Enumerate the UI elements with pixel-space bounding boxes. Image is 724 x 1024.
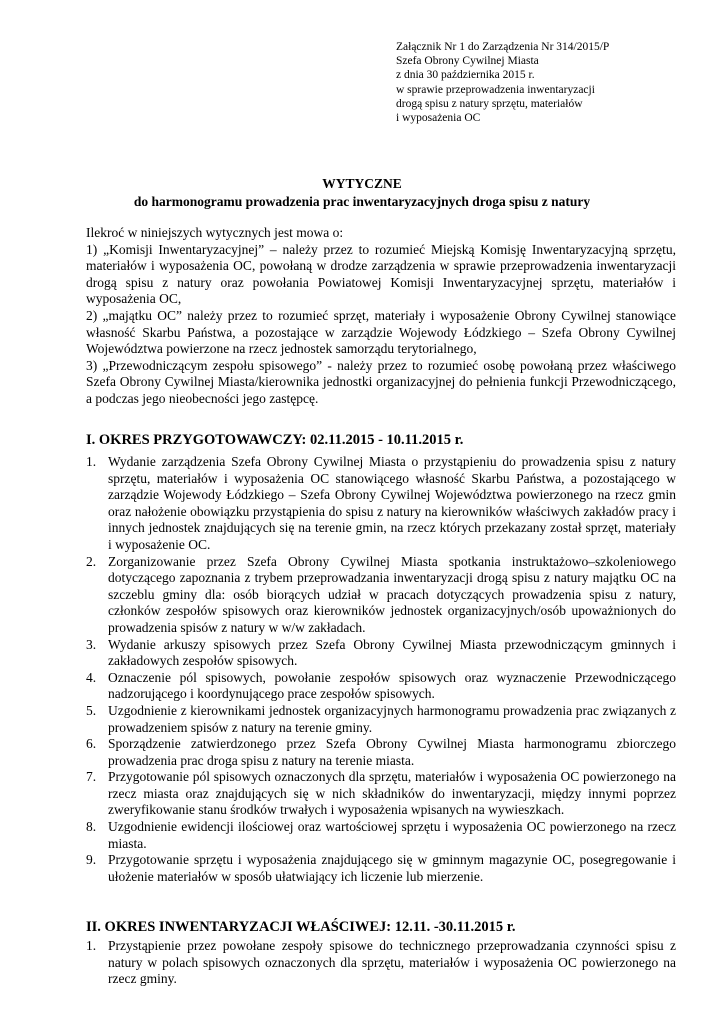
item-number: 6. xyxy=(86,736,97,752)
section-heading-preparatory: I. OKRES PRZYGOTOWAWCZY: 02.11.2015 - 10.11.2015 r. xyxy=(86,432,464,448)
attachment-line: i wyposażenia OC xyxy=(396,112,481,125)
attachment-line: z dnia 30 października 2015 r. xyxy=(396,69,535,82)
list-item xyxy=(86,769,676,819)
definition-paragraph: 3) „Przewodniczącym zespołu spisowego” - należy przez to rozumieć osobę powołaną przez właściwego Szefa Obrony Cywilnej Miasta/kierownika jednostki organizacyjnej do pełnienia funkcji Przewodniczącego, a podczas jego nieobecności jego zastępcę. xyxy=(86,357,676,406)
item-text: Przygotowanie sprzętu i wyposażenia znajdującego się w gminnym magazynie OC, posegregowanie i ułożenie materiałów w sposób ułatwiający ich liczenie lub mierzenie. xyxy=(108,852,676,884)
attachment-line: Szefa Obrony Cywilnej Miasta xyxy=(396,55,539,68)
item-text: Wydanie zarządzenia Szefa Obrony Cywilnej Miasta o przystąpieniu do prowadzenia spisu z natury sprzętu, materiałów i wyposażenia OC stanowiącego własność Skarbu Państwa, a pozostającego w zarządzie Wojewody Łódzkiego – Szefa Obrony Cywilnej Województwa powierzonego na rzecz gmin oraz nałożenie obowiązku przystąpienia do spisu z natury na kierowników właściwych zakładów pracy i innych jednostek znajdujących się na terenie gmin, na rzecz których przekazany został sprzęt, materiały i wyposażenie OC. xyxy=(108,454,676,552)
document-subtitle: do harmonogramu prowadzenia prac inwentaryzacyjnych droga spisu z natury xyxy=(133,194,591,209)
item-text: Wydanie arkuszy spisowych przez Szefa Obrony Cywilnej Miasta przewodniczącym gminnych i zakładowych zespołów spisowych. xyxy=(108,636,676,669)
item-text: Uzgodnienie z kierownikami jednostek organizacyjnych harmonogramu prowadzenia prac związanych z prowadzeniem spisów z natury na terenie gminy. xyxy=(108,702,676,735)
item-number: 5. xyxy=(86,702,97,718)
attachment-note xyxy=(396,40,609,125)
intro-lead: Ilekroć w niniejszych wytycznych jest mowa o: xyxy=(86,225,344,240)
section-heading-inventory: II. OKRES INWENTARYZACJI WŁAŚCIWEJ: 12.11. -30.11.2015 r. xyxy=(86,919,516,935)
list-item xyxy=(86,703,676,736)
document-title: WYTYCZNE xyxy=(322,176,402,191)
list-item xyxy=(86,852,676,885)
item-number: 1. xyxy=(86,454,97,469)
list-item xyxy=(86,819,676,852)
item-number: 4. xyxy=(86,669,97,685)
item-text: Sporządzenie zatwierdzonego przez Szefa Obrony Cywilnej Miasta harmonogramu zbiorczego prowadzenia prac droga spisu z natury na terenie miasta. xyxy=(108,736,676,768)
item-number: 7. xyxy=(86,769,97,785)
list-item xyxy=(86,938,676,988)
definition-paragraph: 1) „Komisji Inwentaryzacyjnej” – należy przez to rozumieć Miejską Komisję Inwentaryzacyjną sprzętu, materiałów i wyposażenia OC, powołaną w drodze zarządzenia w sprawie przeprowadzenia inwentaryzacji drogą spisu z natury oraz powołania Powiatowej Komisji Inwentaryzacyjnej sprzętu, materiałów i wyposażenia OC, xyxy=(86,241,676,307)
intro-definitions xyxy=(86,225,676,408)
list-item xyxy=(86,454,676,554)
attachment-line: w sprawie przeprowadzenia inwentaryzacji xyxy=(396,83,595,96)
list-item xyxy=(86,637,676,670)
list-item xyxy=(86,670,676,703)
item-text: Oznaczenie pól spisowych, powołanie zespołów spisowych oraz wyznaczenie Przewodniczącego nadzorującego i koordynującego prace zespołów spisowych. xyxy=(108,669,676,702)
item-text: Uzgodnienie ewidencji ilościowej oraz wartościowej sprzętu i wyposażenia OC powierzonego na rzecz miasta. xyxy=(108,819,676,851)
item-text: Zorganizowanie przez Szefa Obrony Cywilnej Miasta spotkania instruktażowo–szkoleniowego dotyczącego zapoznania z trybem przeprowadzania inwentaryzacji drogą spisu z natury majątku OC na szczeblu gminy dla: osób biorących udział w pracach dotyczących prowadzenia spisu z natury, członków zespołów spisowych oraz kierowników jednostek organizacyjnych/osób upoważnionych do prowadzenia spisów z natury w w/w zakładach. xyxy=(108,553,676,635)
list-item xyxy=(86,736,676,769)
definition-paragraph: 2) „majątku OC” należy przez to rozumieć sprzęt, materiały i wyposażenie Obrony Cywilnej stanowiące własność Skarbu Państwa, a pozostające w zarządzie Wojewody Łódzkiego – Szefa Obrony Cywilnej Województwa powierzone na rzecz jednostek samorządu terytorialnego, xyxy=(86,307,676,357)
section-preparatory-list xyxy=(86,454,676,885)
item-number: 9. xyxy=(86,852,97,868)
item-text: Przystąpienie przez powołane zespoły spisowe do technicznego przeprowadzania czynności spisu z natury w polach spisowych oznaczonych dla sprzętu, materiałów i wyposażenia OC powierzonego na rzecz gminy. xyxy=(108,938,676,987)
list-item xyxy=(86,554,676,637)
section-inventory-list xyxy=(86,938,676,988)
item-number: 1. xyxy=(86,938,97,953)
attachment-line: Załącznik Nr 1 do Zarządzenia Nr 314/2015/P xyxy=(396,41,610,53)
item-text: Przygotowanie pól spisowych oznaczonych dla sprzętu, materiałów i wyposażenia OC powierzonego na rzecz miasta oraz znajdujących się w nich składników do inwentaryzacji, między innymi poprzez zweryfikowanie stanu środków trwałych i wyposażenia wpisanych na wywieszkach. xyxy=(108,769,676,818)
item-number: 3. xyxy=(86,636,97,652)
item-number: 2. xyxy=(86,553,97,569)
attachment-line: drogą spisu z natury sprzętu, materiałów xyxy=(396,97,583,110)
item-number: 8. xyxy=(86,819,97,835)
